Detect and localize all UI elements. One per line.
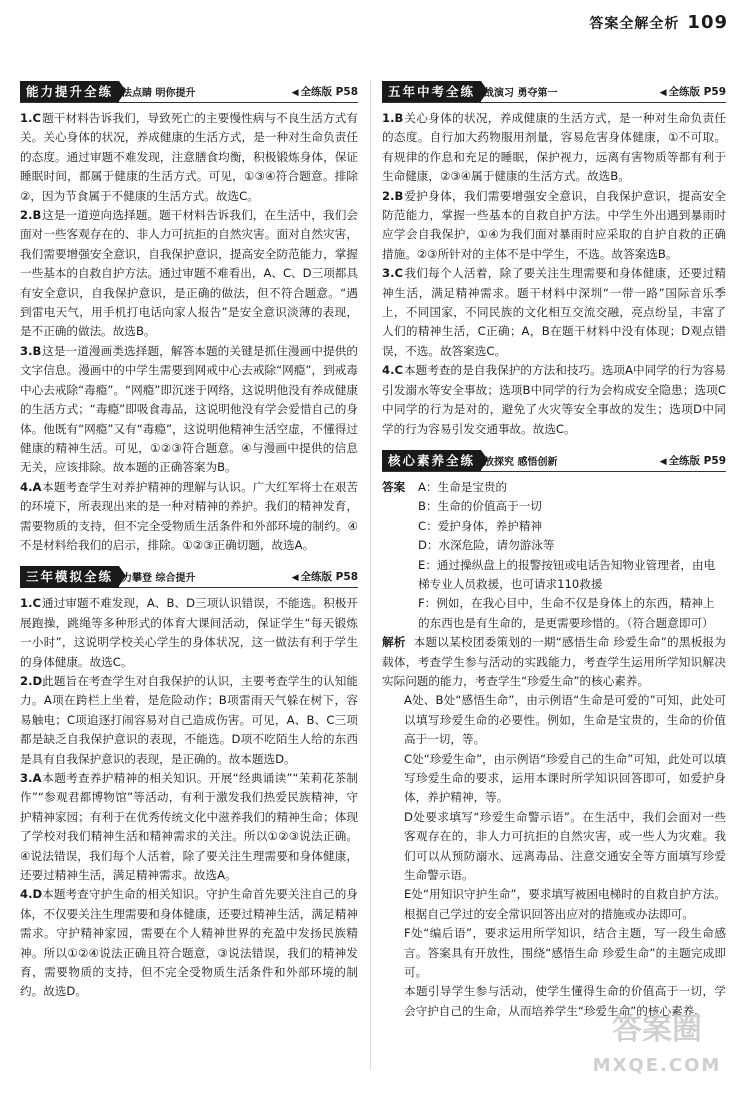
section-banner-three-year: [20, 565, 358, 588]
header-title: [589, 12, 728, 33]
item-text: 爱护身体，我们需要增强安全意识，自我保护意识，提高安全防范能力，掌握一些基本的自救自护方法。中学生外出遇到暴雨时应学会自我保护，①④为我们面对暴雨时应采取的自护自救的正确措施。②③所针对的主体不是中学生，不选。故答案选B。: [382, 188, 726, 261]
arrow-icon: ◀: [659, 88, 667, 98]
arrow-icon: ◀: [291, 573, 299, 584]
answer-line: F：例如，在我心目中，生命不仅是身体上的东西，精神上的东西也是有生命的，是更需要珍惜的。（符合题意即可）: [418, 596, 715, 630]
banner-reference: [292, 83, 358, 103]
arrow-icon: ◀: [659, 456, 667, 467]
item-text: 我们每个人活着，除了要关注生理需要和身体健康，还要过精神生活，满足精神需求。题干材料中深圳“一带一路”国际音乐季上，不同国家，不同民族的文化相互交流交融，亮点纷呈，丰富了人们的精神生活，C正确；A，B在题干材料中没有体现；D观点错误，不选。故答案选C。: [382, 266, 726, 358]
item-text: 本题考查的是自我保护的方法和技巧。选项A中同学的行为容易引发溺水等安全事故；选项B中同学的行为会构成安全隐患；选项C中同学的行为是对的，避免了火灾等安全事故的发生；选项D中同学的行为容易引发交通事故。故选C。: [382, 363, 726, 436]
item-text: 本题考查守护生命的相关知识。守护生命首先要关注自己的身体，不仅要关注生理需要和身体健康，还要过精神生活，满足精神需求。守护精神家园，需要在个人精神世界的充盈中发扬民族精神。所以①②④说法正确且符合题意，③说法错误，我们的精神发育，需要物质的支持，但不完全受物质生活条件和外部环境的制约。故选D。: [20, 887, 358, 999]
item-number: 2.B: [20, 208, 42, 223]
item-number: 4.A: [20, 479, 42, 494]
answer-line: C：爱护身体，养护精神: [418, 518, 543, 533]
banner-title: 核心素养全练: [382, 450, 481, 471]
item-text: 题干材料告诉我们，导致死亡的主要慢性病与不良生活方式有关。关心身体的状况，养成健康的生活方式，是一种对生命负责任的态度。通过审题不难发现，注意膳食均衡，积极锻炼身体，保证睡眠时间，都属于健康的生活方式。可见，①③④符合题意。排除②，因为节食属于不健康的生活方式。故选C。: [20, 111, 358, 203]
watermark-line: MXQE.COM: [592, 1055, 722, 1076]
answer-item: [382, 187, 726, 265]
analysis-paragraph: A处、B处“感悟生命”，由示例语“生命是可爱的”可知，此处可以填写珍爱生命的必要性。例如，生命是宝贵的，生命的价值高于一切，等。: [404, 693, 726, 747]
answer-item: [20, 672, 358, 769]
answer-item: [382, 264, 726, 361]
analysis-paragraph: F处“编后语”，要求运用所学知识，结合主题，写一段生命感言。答案具有开放性，围绕“感悟生命 珍爱生命”的主题完成即可。: [404, 926, 726, 980]
banner-title: 三年模拟全练: [20, 566, 119, 587]
item-number: 4.C: [382, 363, 403, 378]
section-banner-five-year: [382, 80, 726, 103]
answer-item: [382, 361, 726, 439]
banner-reference-text: 全练版 P58: [300, 86, 358, 98]
watermark-line: 答案圈: [612, 1012, 702, 1047]
answer-item: [20, 478, 358, 556]
answer-item: [20, 342, 358, 478]
answer-lines: [418, 478, 726, 633]
item-number: 1.C: [20, 596, 41, 611]
page-header: [0, 0, 750, 38]
item-number: 2.D: [20, 673, 43, 688]
answer-line: A：生命是宝贵的: [418, 479, 508, 494]
answer-item: [20, 769, 358, 885]
left-column: [20, 78, 358, 1002]
answer-item: [20, 206, 358, 342]
analysis-block: [382, 633, 726, 1021]
item-text: 这是一道逆向选择题。题干材料告诉我们，在生活中，我们会面对一些客观存在的、非人力可抗拒的自然灾害。面对自然灾害，我们需要增强安全意识，自我保护意识，提高安全防范能力，掌握一些基本的自救自护方法。通过审题不难看出，A、C、D三项都具有安全意识，自我保护意识，是正确的做法，但不符合题意。“遇到雷电天气，用手机打电话向家人报告”是安全意识淡薄的表现，是不正确的做法。故选B。: [20, 208, 358, 339]
item-number: 3.A: [20, 771, 42, 785]
banner-title: 能力提升全练: [20, 81, 119, 102]
column-divider: [370, 80, 371, 1070]
banner-subtitle: 开放探究 感悟创新: [474, 456, 558, 468]
item-number: 4.D: [20, 887, 43, 902]
banner-reference: [660, 83, 726, 103]
arrow-icon: ◀: [291, 88, 299, 98]
analysis-paragraph: E处“用知识守护生命”，要求填写被困电梯时的自救自护方法。根据自己学过的安全常识回答出应对的措施或办法即可。: [404, 887, 726, 921]
item-number: 2.B: [382, 188, 404, 203]
item-number: 3.B: [20, 343, 42, 358]
item-text: 关心身体的状况，养成健康的生活方式，是一种对生命负责任的态度。自行加大药物服用剂量，容易危害身体健康，①不可取。有规律的作息和充足的睡眠，保护视力，远离有害物质等都有利于生命健康，②③④属于健康的生活方式。故选B。: [382, 111, 726, 184]
analysis-label: 解析: [382, 635, 406, 650]
item-text: 本题考查养护精神的相关知识。开展“经典诵读”“茉莉花茶制作”“参观君都博物馆”等活动，有利于激发我们热爱民族精神，守护精神家园；有利于在优秀传统文化中滋养我们的精神生命；体现了学校对我们精神生活和精神需求的关注。所以①②③说法正确。④说法错误，我们每个人活着，除了要关注生理需要和身体健康，还要过精神生活，满足精神需求。故选A。: [20, 771, 358, 883]
analysis-paragraph: 本题以某校团委策划的一期“感悟生命 珍爱生命”的黑板报为载体，考查学生参与活动的实践能力，考查学生运用所学知识解决实际问题的能力，考查学生“珍爱生命”的核心素养。: [382, 635, 726, 688]
analysis-paragraph: 本题引导学生参与活动，使学生懂得生命的价值高于一切，学会守护自己的生命，从而培养学生“珍爱生命”的核心素养。: [404, 984, 726, 1018]
answer-label: 答案: [382, 479, 406, 494]
banner-reference-text: 全练版 P59: [668, 454, 726, 467]
item-text: 此题旨在考查学生对自我保护的认识，主要考查学生的认知能力。A项在跨栏上坐着，是危险动作；B项雷雨天气躲在树下，容易触电；C项追逐打闹容易对自己造成伤害。可见，A、B、C三项都是缺乏自我保护意识的表现，不能选。D项不吃陌生人给的东西是具有自我保护意识的表现，是正确的。故本题选D。: [20, 673, 358, 766]
answer-item: [20, 594, 358, 672]
answer-line: E：通过操纵盘上的报警按钮或电话告知物业管理者，由电梯专业人员救援，也可请求110救援: [418, 557, 716, 591]
answer-line: B：生命的价值高于一切: [418, 499, 542, 514]
item-text: 通过审题不难发现，A、B、D三项认识错误，不能选。积极开展跑操，跳绳等多种形式的体育大课间活动，保证学生“每天锻炼一小时”，这说明学校关心学生的身体状况，这一做法有利于学生的身体健康。故选C。: [20, 596, 358, 669]
header-title-text: 答案全解全析: [589, 16, 680, 32]
answer-line: D：水深危险，请勿游泳等: [418, 538, 555, 553]
analysis-paragraph: D处要求填写“珍爱生命警示语”。在生活中，我们会面对一些客观存在的，非人力可抗拒的自然灾害，或一些人为灾难。我们可以从预防溺水、远离毒品、注意交通安全等方面填写珍爱生命警示语。: [404, 809, 726, 883]
item-text: 本题考查学生对养护精神的理解与认识。广大红军将士在艰苦的环境下，所表现出来的是一种对精神的养护。我们的精神发育，需要物质的支持，但不完全受物质生活条件和外部环境的制约。④不是材料给我们的启示，排除。①②③正确切题，故选A。: [20, 479, 358, 552]
banner-reference-text: 全练版 P58: [300, 571, 358, 584]
item-text: 这是一道漫画类选择题，解答本题的关键是抓住漫画中提供的文字信息。漫画中的中学生需要到网戒中心去戒除“网瘾”，到戒毒中心去戒除“毒瘾”。“网瘾”即沉迷于网络，这说明他没有养成健康的生活方式；“毒瘾”即吸食毒品，这说明他没有学会爱惜自己的身体。他既有“网瘾”又有“毒瘾”，这说明他精神生活空虚，不懂得过健康的精神生活。可见，①②③符合题意。④与漫画中提供的信息无关，应该排除。故本题的正确答案为B。: [20, 343, 358, 475]
banner-title: 五年中考全练: [382, 81, 481, 102]
banner-reference: [660, 452, 726, 472]
banner-subtitle: 努力攀登 综合提升: [112, 573, 196, 585]
section-banner-ability: [20, 80, 358, 103]
item-number: 1.B: [382, 111, 404, 125]
answer-block: [382, 478, 726, 633]
site-watermark: [582, 1012, 732, 1090]
item-number: 3.C: [382, 266, 403, 281]
analysis-paragraph: C处“珍爱生命”，由示例语“珍爱自己的生命”可知，此处可以填写珍爱生命的要求，运用本课时所学知识回答即可，如爱护身体，养护精神，等。: [404, 751, 726, 805]
answer-item: [20, 885, 358, 1001]
banner-subtitle: 实战演习 勇夺第一: [474, 88, 558, 99]
section-banner-core-literacy: [382, 449, 726, 472]
banner-reference-text: 全练版 P59: [668, 86, 726, 98]
item-number: 1.C: [20, 111, 41, 125]
right-column: [382, 78, 726, 1021]
page-number: 109: [687, 12, 728, 33]
banner-reference: [292, 568, 358, 588]
answer-item: [20, 109, 358, 206]
banner-subtitle: 技法点睛 明你提升: [112, 88, 196, 99]
answer-item: [382, 109, 726, 187]
